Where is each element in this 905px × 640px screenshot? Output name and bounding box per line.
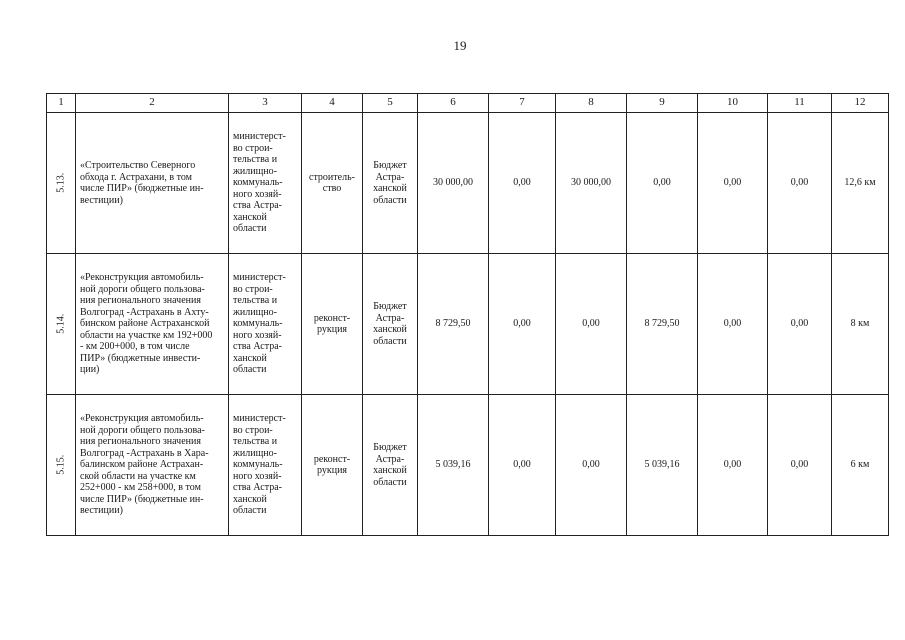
value-col-8: 0,00 — [556, 395, 627, 536]
column-header: 5 — [363, 94, 418, 113]
funding-source: Бюджет Астра- ханской области — [363, 113, 418, 254]
row-number-cell — [47, 113, 76, 254]
value-col-8: 0,00 — [556, 254, 627, 395]
value-col-9: 8 729,50 — [627, 254, 698, 395]
value-col-10: 0,00 — [698, 395, 768, 536]
row-number: 5.15. — [55, 455, 67, 475]
value-col-11: 0,00 — [768, 254, 832, 395]
funding-source: Бюджет Астра- ханской области — [363, 395, 418, 536]
column-header: 2 — [76, 94, 229, 113]
value-col-6: 30 000,00 — [418, 113, 489, 254]
row-number: 5.14. — [55, 314, 67, 334]
value-col-6: 5 039,16 — [418, 395, 489, 536]
page-number: 19 — [453, 38, 467, 53]
value-col-7: 0,00 — [489, 395, 556, 536]
responsible-org: министерст- во строи- тельства и жилищно- коммуналь- ного хозяй- ства Астра- ханской области — [229, 395, 302, 536]
column-header: 7 — [489, 94, 556, 113]
project-name: «Реконструкция автомобиль- ной дороги общего пользова- ния регионального значения Волгоград -Астрахань в Хара- балинском районе Астрахан- ской области на участке км 252+000 - км 258+000, в том числе ПИР» (бюджетные ин- вестиции) — [76, 395, 229, 536]
investment-table — [46, 93, 889, 536]
column-header: 9 — [627, 94, 698, 113]
column-header: 12 — [832, 94, 889, 113]
row-number-cell — [47, 395, 76, 536]
value-col-11: 0,00 — [768, 113, 832, 254]
table-row — [47, 113, 889, 254]
value-col-10: 0,00 — [698, 254, 768, 395]
capacity-value: 12,6 км — [832, 113, 889, 254]
project-name: «Реконструкция автомобиль- ной дороги общего пользова- ния регионального значения Волгоград -Астрахань в Ахту- бинском районе Астраханской области на участке км 192+000 - км 200+000, в том числе ПИР» (бюджетные инвести- ции) — [76, 254, 229, 395]
column-header: 3 — [229, 94, 302, 113]
table-header-row — [47, 94, 889, 113]
row-number: 5.13. — [55, 173, 67, 193]
work-type: строитель- ство — [302, 113, 363, 254]
column-header: 1 — [47, 94, 76, 113]
value-col-9: 0,00 — [627, 113, 698, 254]
table-row — [47, 395, 889, 536]
capacity-value: 6 км — [832, 395, 889, 536]
responsible-org: министерст- во строи- тельства и жилищно- коммуналь- ного хозяй- ства Астра- ханской области — [229, 254, 302, 395]
value-col-7: 0,00 — [489, 254, 556, 395]
project-name: «Строительство Северного обхода г. Астрахани, в том числе ПИР» (бюджетные ин- вестиции) — [76, 113, 229, 254]
column-header: 10 — [698, 94, 768, 113]
value-col-6: 8 729,50 — [418, 254, 489, 395]
column-header: 4 — [302, 94, 363, 113]
table-row — [47, 254, 889, 395]
value-col-10: 0,00 — [698, 113, 768, 254]
value-col-8: 30 000,00 — [556, 113, 627, 254]
funding-source: Бюджет Астра- ханской области — [363, 254, 418, 395]
column-header: 8 — [556, 94, 627, 113]
column-header: 6 — [418, 94, 489, 113]
value-col-9: 5 039,16 — [627, 395, 698, 536]
work-type: реконст- рукция — [302, 254, 363, 395]
column-header: 11 — [768, 94, 832, 113]
responsible-org: министерст- во строи- тельства и жилищно- коммуналь- ного хозяй- ства Астра- ханской области — [229, 113, 302, 254]
value-col-11: 0,00 — [768, 395, 832, 536]
value-col-7: 0,00 — [489, 113, 556, 254]
row-number-cell — [47, 254, 76, 395]
work-type: реконст- рукция — [302, 395, 363, 536]
capacity-value: 8 км — [832, 254, 889, 395]
